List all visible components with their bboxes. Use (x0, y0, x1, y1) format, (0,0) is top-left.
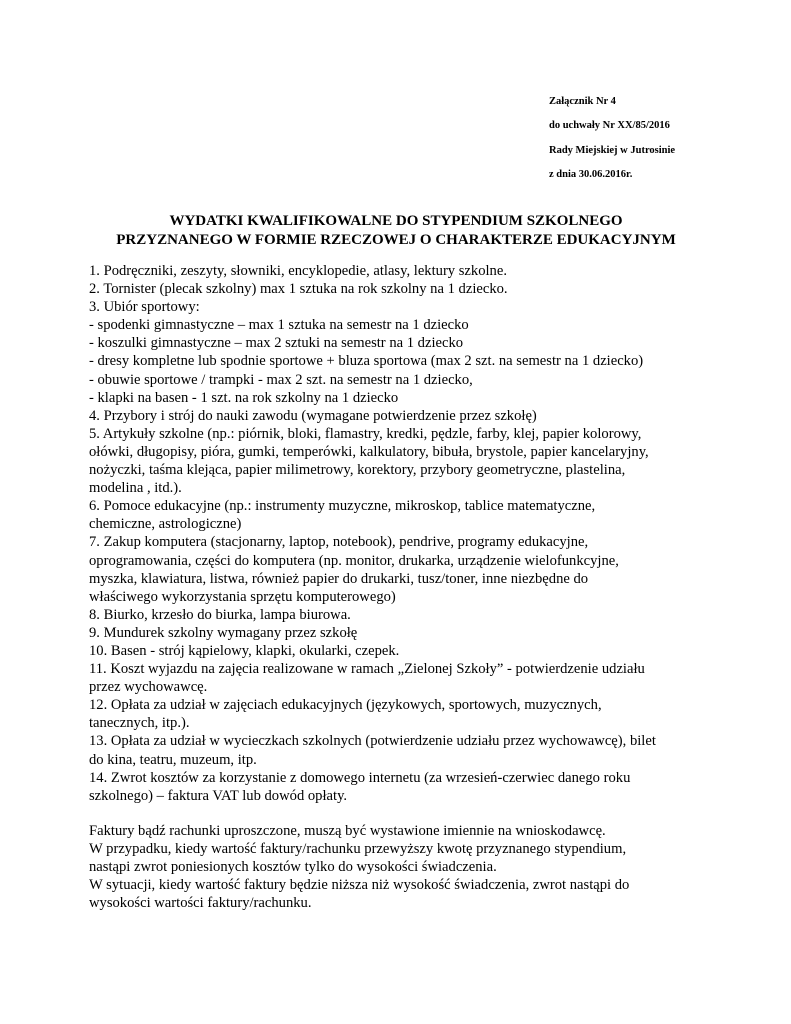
list-line: przez wychowawcę. (89, 679, 208, 696)
list-line: 8. Biurko, krzesło do biurka, lampa biurowa. (89, 606, 351, 623)
list-line: 1. Podręczniki, zeszyty, słowniki, encyklopedie, atlasy, lektury szkolne. (89, 263, 507, 279)
list-line: 2. Tornister (plecak szkolny) max 1 sztuka na rok szkolny na 1 dziecko. (89, 281, 508, 298)
list-line: - koszulki gimnastyczne – max 2 sztuki na semestr na 1 dziecko (89, 335, 464, 352)
list-line: tanecznych, itp.). (89, 715, 190, 732)
list-line: 6. Pomoce edukacyjne (np.: instrumenty muzyczne, mikroskop, tablice matematyczne, (89, 498, 596, 515)
title-line: WYDATKI KWALIFIKOWALNE DO STYPENDIUM SZKOLNEGO (169, 213, 623, 229)
list-line: 12. Opłata za udział w zajęciach edukacyjnych (językowych, sportowych, muzycznych, (89, 697, 602, 714)
list-line: 5. Artykuły szkolne (np.: piórnik, bloki, flamastry, kredki, pędzle, farby, klej, papier kolorowy, (89, 425, 642, 442)
list-line: 4. Przybory i strój do nauki zawodu (wymagane potwierdzenie przez szkołę) (89, 407, 537, 424)
invoice-notes (89, 822, 719, 912)
resolution-date: z dnia 30.06.2016r. (549, 168, 633, 180)
list-line: 3. Ubiór sportowy: (89, 299, 200, 316)
attachment-number: Załącznik Nr 4 (549, 96, 616, 107)
list-line: oprogramowania, części do komputera (np. monitor, drukarka, urządzenie wielofunkcyjne, (89, 552, 619, 569)
list-line: właściwego wykorzystania sprzętu komputerowego) (89, 588, 396, 605)
list-line: 14. Zwrot kosztów za korzystanie z domowego internetu (za wrzesień-czerwiec danego roku (89, 769, 631, 786)
list-line: 7. Zakup komputera (stacjonarny, laptop, notebook), pendrive, programy edukacyjne, (89, 534, 589, 551)
note-line: nastąpi zwrot poniesionych kosztów tylko do wysokości świadczenia. (89, 859, 497, 876)
note-line: Faktury bądź rachunki uproszczone, muszą być wystawione imiennie na wnioskodawcę. (89, 823, 606, 839)
document-title (80, 212, 712, 250)
list-line: modelina , itd.). (89, 480, 182, 497)
eligible-expenses-list (89, 262, 719, 805)
list-line: - dresy kompletne lub spodnie sportowe + bluza sportowa (max 2 szt. na semestr na 1 dziecko) (89, 353, 644, 370)
list-line: chemiczne, astrologiczne) (89, 516, 242, 533)
list-line: nożyczki, taśma klejąca, papier milimetrowy, korektory, przybory geometryczne, plastelina, (89, 462, 626, 479)
list-line: 13. Opłata za udział w wycieczkach szkolnych (potwierdzenie udziału przez wychowawcę), bilet (89, 733, 656, 750)
list-line: ołówki, długopisy, pióra, gumki, temperówki, kalkulatory, bibuła, brystole, papier kancelaryjny, (89, 443, 649, 460)
council-name: Rady Miejskiej w Jutrosinie (549, 144, 676, 156)
note-line: W przypadku, kiedy wartość faktury/rachunku przewyższy kwotę przyznanego stypendium, (89, 841, 627, 858)
note-line: W sytuacji, kiedy wartość faktury będzie niższa niż wysokość świadczenia, zwrot nastąpi do (89, 877, 630, 894)
note-line: wysokości wartości faktury/rachunku. (89, 895, 312, 912)
title-line: PRZYZNANEGO W FORMIE RZECZOWEJ O CHARAKTERZE EDUKACYJNYM (116, 232, 676, 248)
attachment-header (549, 90, 779, 187)
list-line: 11. Koszt wyjazdu na zajęcia realizowane w ramach „Zielonej Szkoły” - potwierdzenie udziału (89, 661, 645, 678)
list-line: 10. Basen - strój kąpielowy, klapki, okularki, czepek. (89, 642, 400, 659)
resolution-number: do uchwały Nr XX/85/2016 (549, 120, 670, 132)
list-line: szkolnego) – faktura VAT lub dowód opłaty. (89, 787, 348, 804)
list-line: do kina, teatru, muzeum, itp. (89, 751, 257, 768)
list-line: - spodenki gimnastyczne – max 1 sztuka na semestr na 1 dziecko (89, 317, 469, 334)
list-line: myszka, klawiatura, listwa, również papier do drukarki, tusz/toner, inne niezbędne do (89, 570, 589, 587)
list-line: - klapki na basen - 1 szt. na rok szkolny na 1 dziecko (89, 389, 399, 406)
list-line: 9. Mundurek szkolny wymagany przez szkołę (89, 624, 358, 641)
list-line: - obuwie sportowe / trampki - max 2 szt. na semestr na 1 dziecko, (89, 371, 473, 388)
